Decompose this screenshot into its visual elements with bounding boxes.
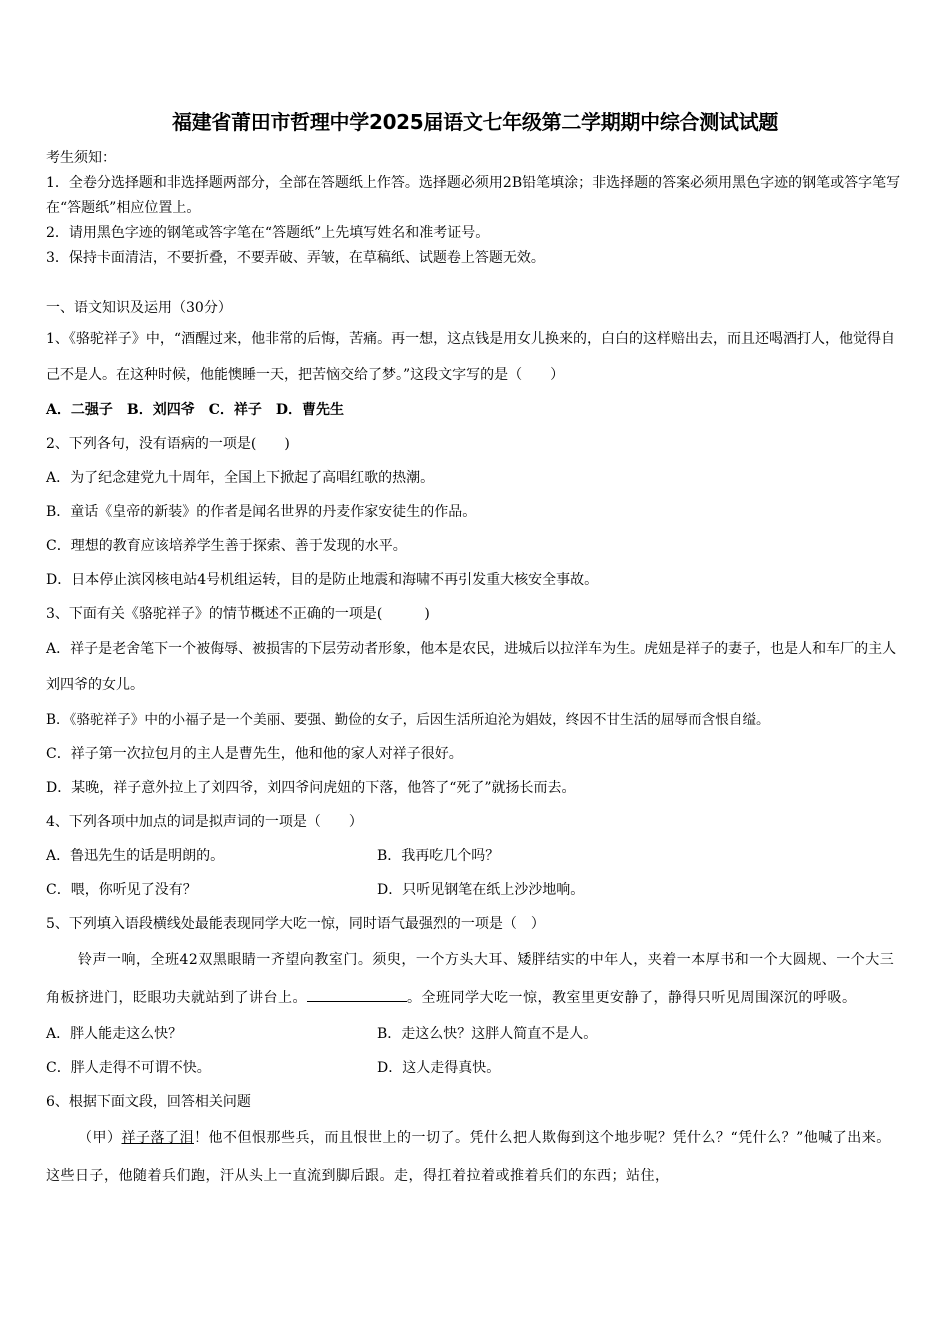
question-3-option-d: D．某晚，祥子意外拉上了刘四爷，刘四爷问虎妞的下落，他答了“死了”就扬长而去。	[46, 780, 576, 796]
question-6-stem: 6、根据下面文段，回答相关问题	[46, 1094, 251, 1110]
passage-text: 。全班同学大吃一惊，教室里更安静了，静得只听见周围深沉的呼吸。	[407, 990, 857, 1006]
question-4-stem: 4、下列各项中加点的词是拟声词的一项是（ ）	[46, 814, 363, 830]
question-5-options-row	[46, 1017, 904, 1051]
question-5-option-c: C．胖人走得不可谓不快。	[46, 1060, 211, 1076]
notice-block	[46, 146, 904, 271]
question-3-option-a: A．祥子是老舍笔下一个被侮辱、被损害的下层劳动者形象，他本是农民，进城后以拉洋车为生。虎妞是祥子的妻子，也是人和车厂的主人刘四爷的女儿。	[46, 641, 897, 693]
question-5-stem: 5、下列填入语段横线处最能表现同学大吃一惊，同时语气最强烈的一项是（ ）	[46, 916, 545, 932]
question-4-options-row	[46, 839, 904, 873]
question-2-stem: 2、下列各句，没有语病的一项是( )	[46, 436, 290, 452]
passage-text: ！他不但恨那些兵，而且恨世上的一切了。凭什么把人欺侮到这个地步呢？凭什么？“凭什么？”他喊了出来。这些日子，他随着兵们跑，汗从头上一直流到脚后跟。走，得扛着拉着或推着兵们的东西；站住，	[46, 1130, 891, 1184]
question-5-option-a: A．胖人能走这么快？	[46, 1026, 183, 1042]
question-2-option-c: C．理想的教育应该培养学生善于探索、善于发现的水平。	[46, 538, 407, 554]
notice-item: 3．保持卡面清洁，不要折叠，不要弄破、弄皱，在草稿纸、试题卷上答题无效。	[46, 250, 545, 266]
question-4-option-a: A．鲁迅先生的话是明朗的。	[46, 848, 225, 864]
notice-item: 2．请用黑色字迹的钢笔或答字笔在“答题纸”上先填写姓名和准考证号。	[46, 225, 490, 241]
section-heading: 一、语文知识及运用（30分）	[46, 300, 232, 316]
question-3-option-b: B．《骆驼祥子》中的小福子是一个美丽、要强、勤俭的女子，后因生活所迫沦为娼妓，终因不甘生活的屈辱而含恨自缢。	[46, 712, 770, 728]
page-title: 福建省莆田市哲理中学2025届语文七年级第二学期期中综合测试试题	[171, 110, 779, 134]
question-4-option-b: B．我再吃几个吗？	[377, 848, 500, 864]
question-2-option-d: D．日本停止滨冈核电站4号机组运转，目的是防止地震和海啸不再引发重大核安全事故。	[46, 572, 599, 588]
passage-text: 铃声一响，全班42双黑眼睛一齐望向教室门。须臾，一个方头大耳、矮胖结实的中年人，夹着一本厚书和一个大圆规、一个大三角板挤进门，眨眼功夫就站到了讲台上。	[46, 952, 895, 1006]
question-6-passage	[46, 1119, 904, 1195]
answer-blank	[307, 987, 407, 1002]
question-5-option-d: D．这人走得真快。	[377, 1060, 501, 1076]
question-2-option-a: A．为了纪念建党九十周年，全国上下掀起了高唱红歌的热潮。	[46, 470, 435, 486]
passage-underlined-text: 祥子落了泪	[121, 1130, 194, 1146]
question-5-options-row	[46, 1051, 904, 1085]
question-3-option-c: C．祥子第一次拉包月的主人是曹先生，他和他的家人对祥子很好。	[46, 746, 463, 762]
question-5-passage	[46, 941, 904, 1017]
notice-item: 1．全卷分选择题和非选择题两部分，全部在答题纸上作答。选择题必须用2B铅笔填涂；非选择题的答案必须用黑色字迹的钢笔或答字笔写在“答题纸”相应位置上。	[46, 175, 901, 216]
question-4-option-c: C．喂，你听见了没有？	[46, 882, 197, 898]
passage-label: （甲）	[78, 1130, 122, 1146]
question-4-option-d: D．只听见钢笔在纸上沙沙地响。	[377, 882, 585, 898]
question-5-option-b: B．走这么快？这胖人简直不是人。	[377, 1026, 598, 1042]
question-3-stem: 3、下面有关《骆驼祥子》的情节概述不正确的一项是( )	[46, 606, 430, 622]
notice-heading: 考生须知：	[46, 150, 116, 166]
question-2-option-b: B．童话《皇帝的新装》的作者是闻名世界的丹麦作家安徒生的作品。	[46, 504, 477, 520]
question-1-stem: 1、《骆驼祥子》中，“酒醒过来，他非常的后悔，苦痛。再一想，这点钱是用女儿换来的，白白的这样赔出去，而且还喝酒打人，他觉得自己不是人。在这种时候，他能懊睡一天，把苦恼交给了梦。”这段文字写的是（ ）	[46, 331, 896, 383]
question-1-options: A．二强子 B．刘四爷 C．祥子 D．曹先生	[46, 402, 344, 418]
spacer	[46, 271, 904, 295]
question-4-options-row	[46, 873, 904, 907]
